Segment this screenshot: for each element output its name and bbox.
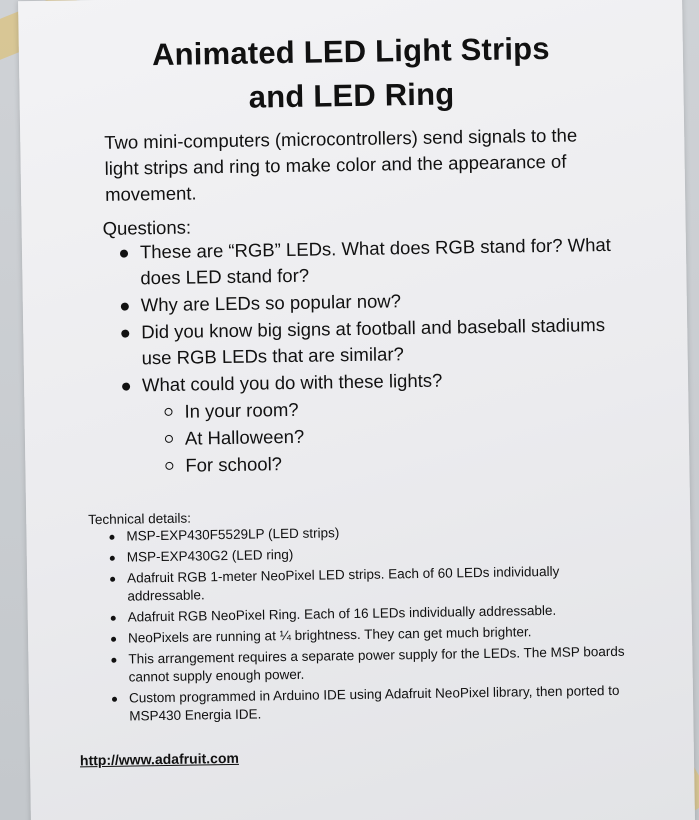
questions-list: [118, 232, 622, 481]
technical-item: MSP-EXP430G2 (LED ring): [109, 541, 629, 567]
technical-item: MSP-EXP430F5529LP (LED strips): [108, 520, 628, 546]
technical-item: Custom programmed in Arduino IDE using Adafruit NeoPixel library, then ported to MSP430 Energia IDE.: [111, 682, 632, 726]
question-text: Why are LEDs so popular now?: [140, 290, 402, 316]
sub-questions-list: [162, 391, 621, 479]
adafruit-link: http://www.adafruit.com: [79, 749, 240, 769]
question-item: [118, 232, 619, 292]
poster-title: [19, 25, 684, 123]
poster-content: [18, 0, 682, 769]
intro-paragraph: Two mini-computers (microcontrollers) send signals to the light strips and ring to make color and the appearance of movement.: [104, 124, 578, 205]
question-text: What could you do with these lights?: [141, 369, 443, 396]
technical-item: This arrangement requires a separate power supply for the LEDs. The MSP boards cannot supply enough power.: [110, 643, 631, 687]
poster-sheet: [18, 0, 695, 820]
technical-details-list: [108, 520, 631, 729]
question-text: These are “RGB” LEDs. What does RGB stand for? What does LED stand for?: [139, 233, 612, 289]
technical-item: Adafruit RGB 1-meter NeoPixel LED strips. Each of 60 LEDs individually addressable.: [109, 562, 630, 606]
sub-question-item: In your room?: [162, 391, 620, 425]
title-line-2: and LED Ring: [248, 76, 455, 115]
question-text: Did you know big signs at football and baseball stadiums use RGB LEDs that are similar?: [141, 314, 606, 369]
technical-item: Adafruit RGB NeoPixel Ring. Each of 16 LEDs individually addressable.: [110, 601, 630, 627]
technical-item: NeoPixels are running at ¼ brightness. They can get much brighter.: [110, 622, 630, 648]
question-item: [120, 365, 622, 480]
sub-question-item: At Halloween?: [163, 418, 621, 452]
sub-question-item: For school?: [163, 445, 621, 479]
questions-heading: Questions:: [102, 216, 192, 239]
technical-heading: Technical details:: [88, 510, 192, 528]
title-line-1: Animated LED Light Strips: [151, 30, 550, 73]
question-item: [119, 312, 620, 372]
